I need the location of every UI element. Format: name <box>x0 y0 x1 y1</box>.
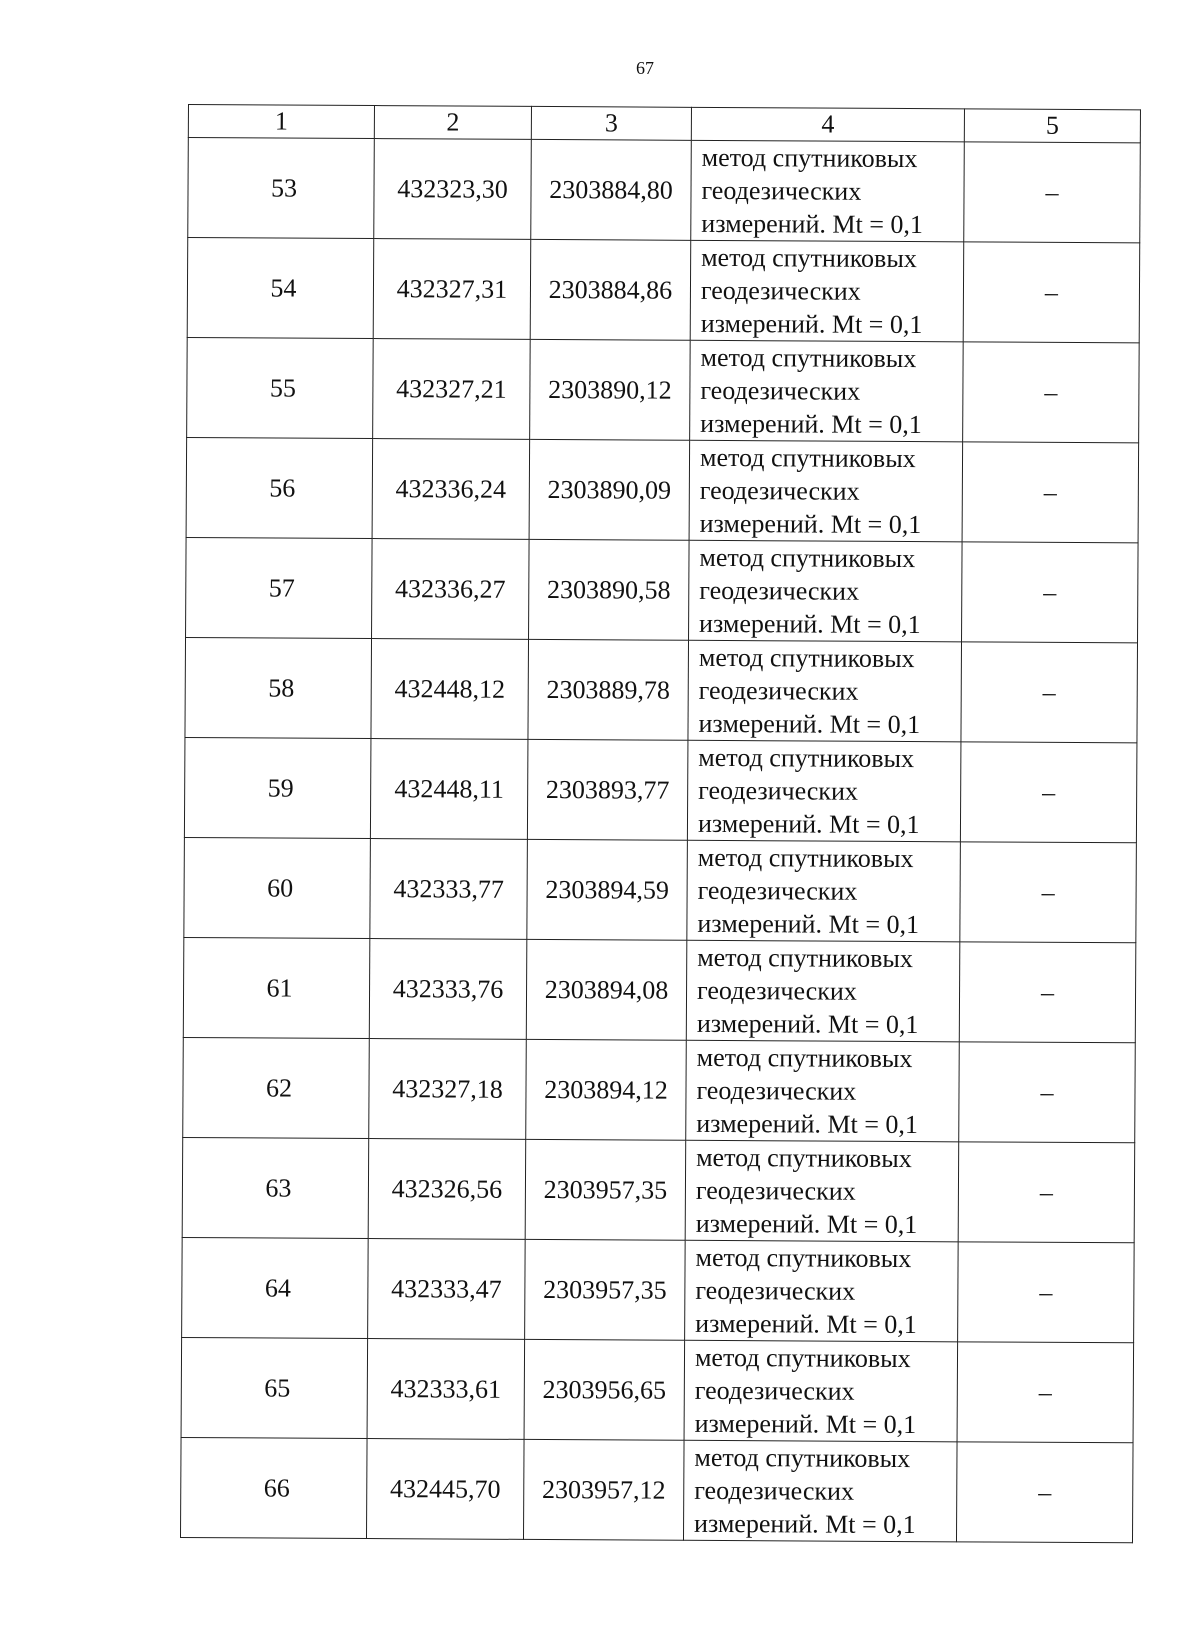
table-row <box>184 737 1137 842</box>
y-coordinate-cell: 2303956,65 <box>524 1339 685 1440</box>
column-header-2: 2 <box>374 106 531 140</box>
description-cell: – <box>961 642 1138 743</box>
point-number-cell: 55 <box>187 337 374 438</box>
y-coordinate-cell: 2303894,59 <box>527 839 688 940</box>
table-row <box>188 138 1141 243</box>
description-cell: – <box>963 342 1140 443</box>
y-coordinate-cell: 2303894,12 <box>526 1039 687 1140</box>
header-row <box>188 105 1140 143</box>
description-cell: – <box>960 842 1137 943</box>
y-coordinate-cell: 2303894,08 <box>526 939 687 1040</box>
method-cell <box>689 540 963 642</box>
method-line: геодезических <box>694 1475 855 1506</box>
method-line: измерений. Mt = 0,1 <box>697 808 920 840</box>
method-line: метод спутниковых <box>701 242 917 274</box>
description-cell: – <box>958 1242 1135 1343</box>
y-coordinate-cell: 2303957,35 <box>525 1239 686 1340</box>
description-cell: – <box>962 442 1139 543</box>
y-coordinate-cell: 2303957,35 <box>525 1139 686 1240</box>
method-cell <box>684 1340 958 1442</box>
point-number-cell: 60 <box>184 837 371 938</box>
point-number-cell: 65 <box>181 1337 368 1438</box>
method-line: измерений. Mt = 0,1 <box>699 608 921 640</box>
method-cell <box>690 340 964 442</box>
y-coordinate-cell: 2303889,78 <box>528 639 689 740</box>
x-coordinate-cell: 432327,21 <box>373 339 531 440</box>
table-row <box>182 1137 1135 1242</box>
point-number-cell: 66 <box>180 1437 367 1538</box>
method-line: измерений. Mt = 0,1 <box>701 208 924 240</box>
method-line: геодезических <box>695 1275 856 1306</box>
coordinates-table <box>180 104 1141 1543</box>
method-cell <box>686 1040 960 1142</box>
method-line: измерений. Mt = 0,1 <box>699 508 922 540</box>
table-row <box>187 337 1140 442</box>
y-coordinate-cell: 2303884,80 <box>531 139 692 240</box>
table-row <box>186 537 1139 642</box>
table-row <box>183 1037 1136 1142</box>
method-cell <box>688 640 962 742</box>
point-number-cell: 59 <box>184 737 371 838</box>
method-line: геодезических <box>698 775 858 806</box>
method-line: геодезических <box>696 1075 857 1106</box>
description-cell: – <box>959 942 1136 1043</box>
x-coordinate-cell: 432327,18 <box>369 1039 527 1140</box>
y-coordinate-cell: 2303893,77 <box>527 739 688 840</box>
description-cell: – <box>964 142 1141 243</box>
method-cell <box>683 1440 957 1542</box>
method-line: измерений. Mt = 0,1 <box>695 1308 917 1340</box>
table-body <box>180 138 1140 1543</box>
y-coordinate-cell: 2303890,12 <box>530 339 691 440</box>
method-line: измерений. Mt = 0,1 <box>700 308 923 340</box>
table-row <box>187 238 1140 343</box>
x-coordinate-cell: 432448,12 <box>371 639 529 740</box>
method-line: метод спутниковых <box>700 342 917 374</box>
method-line: метод спутниковых <box>695 1242 912 1274</box>
table-row <box>183 937 1136 1042</box>
method-line: метод спутниковых <box>699 542 916 574</box>
method-line: измерений. Mt = 0,1 <box>700 408 922 440</box>
point-number-cell: 62 <box>183 1037 370 1138</box>
method-line: измерений. Mt = 0,1 <box>695 1208 918 1240</box>
column-header-3: 3 <box>531 106 691 140</box>
x-coordinate-cell: 432336,24 <box>372 439 530 540</box>
y-coordinate-cell: 2303890,58 <box>529 539 690 640</box>
method-line: метод спутниковых <box>697 942 914 974</box>
table-row <box>184 837 1137 942</box>
description-cell: – <box>956 1442 1133 1543</box>
method-line: геодезических <box>700 375 861 406</box>
method-line: метод спутниковых <box>701 142 918 174</box>
x-coordinate-cell: 432333,61 <box>367 1339 525 1440</box>
table-row <box>180 1437 1133 1542</box>
method-line: геодезических <box>697 875 858 906</box>
method-line: метод спутниковых <box>694 1342 911 1374</box>
method-line: геодезических <box>699 475 860 506</box>
method-cell <box>685 1140 959 1242</box>
description-cell: – <box>962 542 1139 643</box>
x-coordinate-cell: 432333,76 <box>369 939 527 1040</box>
method-line: метод спутниковых <box>698 742 915 774</box>
description-cell: – <box>959 1042 1136 1143</box>
point-number-cell: 53 <box>188 138 375 239</box>
point-number-cell: 54 <box>187 238 374 339</box>
x-coordinate-cell: 432327,31 <box>373 239 531 340</box>
method-line: метод спутниковых <box>699 442 916 474</box>
method-line: геодезических <box>696 975 857 1006</box>
point-number-cell: 61 <box>183 937 370 1038</box>
point-number-cell: 64 <box>182 1237 369 1338</box>
method-line: геодезических <box>701 175 862 206</box>
method-line: геодезических <box>694 1375 855 1406</box>
column-header-5: 5 <box>964 109 1140 143</box>
description-cell: – <box>960 742 1137 843</box>
x-coordinate-cell: 432336,27 <box>372 539 530 640</box>
method-line: метод спутниковых <box>698 642 915 674</box>
table-row <box>182 1237 1135 1342</box>
table-row <box>181 1337 1134 1442</box>
method-line: измерений. Mt = 0,1 <box>694 1408 917 1440</box>
method-cell <box>687 840 961 942</box>
y-coordinate-cell: 2303890,09 <box>529 439 690 540</box>
method-line: измерений. Mt = 0,1 <box>696 1008 919 1040</box>
method-line: измерений. Mt = 0,1 <box>698 708 921 740</box>
table-row <box>186 437 1139 542</box>
point-number-cell: 63 <box>182 1137 369 1238</box>
method-line: геодезических <box>695 1175 856 1206</box>
method-cell <box>686 940 960 1042</box>
description-cell: – <box>957 1342 1134 1443</box>
column-header-4: 4 <box>691 107 964 142</box>
method-line: метод спутниковых <box>696 1142 912 1174</box>
x-coordinate-cell: 432326,56 <box>368 1139 526 1240</box>
method-line: измерений. Mt = 0,1 <box>693 1508 916 1540</box>
x-coordinate-cell: 432333,77 <box>370 839 528 940</box>
method-cell <box>689 440 963 542</box>
method-cell <box>691 140 965 242</box>
method-cell <box>690 240 964 342</box>
method-line: метод спутниковых <box>697 842 914 874</box>
x-coordinate-cell: 432323,30 <box>374 139 532 240</box>
table-header <box>188 105 1140 143</box>
method-line: измерений. Mt = 0,1 <box>696 1108 919 1140</box>
method-line: метод спутниковых <box>696 1042 913 1074</box>
method-cell <box>687 740 961 842</box>
method-line: геодезических <box>699 575 860 606</box>
description-cell: – <box>963 242 1140 343</box>
x-coordinate-cell: 432333,47 <box>368 1239 526 1340</box>
x-coordinate-cell: 432448,11 <box>370 739 528 840</box>
point-number-cell: 57 <box>186 537 373 638</box>
description-cell: – <box>958 1142 1135 1243</box>
point-number-cell: 58 <box>185 637 372 738</box>
point-number-cell: 56 <box>186 437 373 538</box>
table-row <box>185 637 1138 742</box>
method-line: метод спутниковых <box>694 1442 911 1474</box>
method-line: геодезических <box>700 275 861 306</box>
method-cell <box>685 1240 959 1342</box>
page-number: 67 <box>636 58 654 78</box>
x-coordinate-cell: 432445,70 <box>366 1439 524 1540</box>
method-line: измерений. Mt = 0,1 <box>697 908 920 940</box>
y-coordinate-cell: 2303957,12 <box>523 1439 684 1540</box>
method-line: геодезических <box>698 675 859 706</box>
y-coordinate-cell: 2303884,86 <box>530 239 691 340</box>
column-header-1: 1 <box>188 105 374 139</box>
